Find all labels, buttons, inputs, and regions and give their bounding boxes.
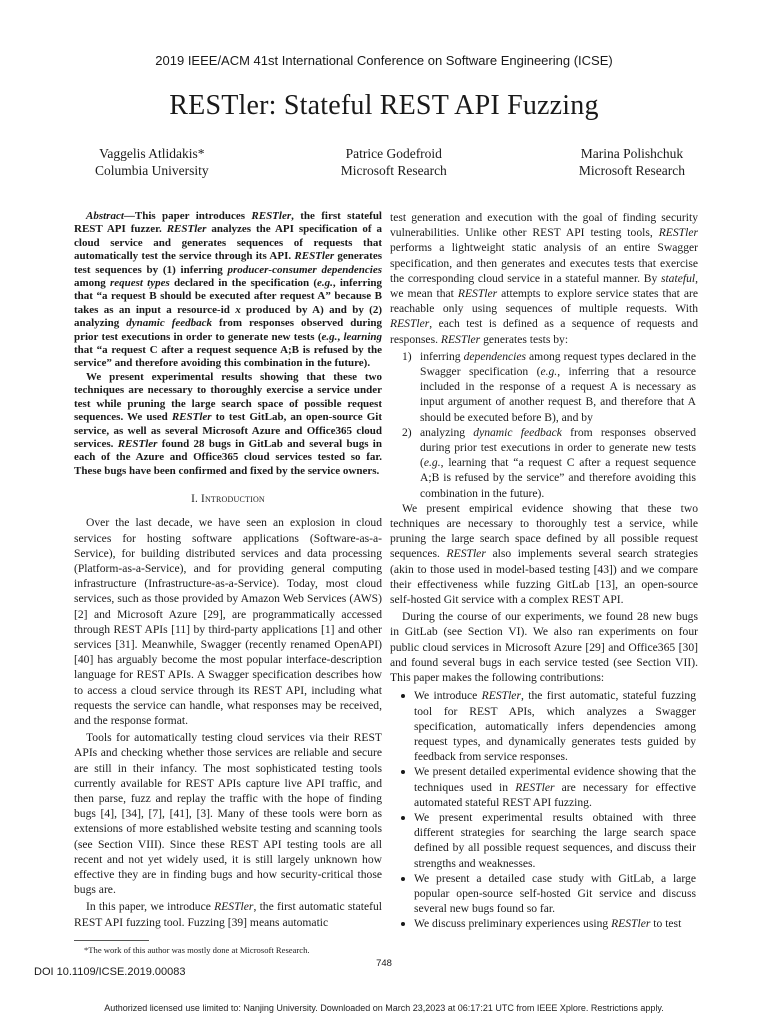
bullet-icon xyxy=(401,816,405,820)
paper-title: RESTler: Stateful REST API Fuzzing xyxy=(169,90,599,121)
text-run-italic: dynamic feedback xyxy=(126,317,213,330)
text-run: that “a request C after a request sequence A;B is refused by the service” and therefore avoiding this combination in the future). xyxy=(74,344,382,370)
author-name: Vaggelis Atlidakis* xyxy=(99,146,205,161)
page-number: 748 xyxy=(376,958,392,969)
footnote: *The work of this author was mostly done at Microsoft Research. xyxy=(84,944,310,955)
text-run: inferring xyxy=(420,349,464,363)
text-run: , the first stateful REST API fuzzer. xyxy=(74,210,382,236)
right-paragraph-1 xyxy=(390,210,698,347)
right-paragraph-3: During the course of our experiments, we found 28 new bugs in GitLab (see Section VI). We also ran experiments on four public cloud services in Microsoft Azure [29] and Office365 [30] and found several bugs in each service tested (see Section VII). This paper makes the following contributions: xyxy=(390,610,698,685)
right-column xyxy=(390,210,698,932)
author-affiliation: Microsoft Research xyxy=(340,163,447,178)
text-run-italic: RESTler xyxy=(515,780,555,794)
text-run-italic: RESTler xyxy=(251,210,292,222)
text-run-italic: producer-consumer dependencies xyxy=(227,263,382,276)
text-run: In this paper, we introduce xyxy=(86,900,215,914)
author-block xyxy=(95,145,685,179)
list-number: 2) xyxy=(402,425,412,439)
author-affiliation: Microsoft Research xyxy=(578,163,685,178)
text-run: , inferring that “a request B should be executed after request A” because B takes as an input a resource-id xyxy=(74,277,383,316)
author-affiliation: Columbia University xyxy=(95,163,209,178)
text-run: are necessary for effective automated stateful REST API fuzzing. xyxy=(414,780,696,809)
abstract-paragraph-1 xyxy=(74,210,382,371)
list-number: 1) xyxy=(402,349,412,363)
bullet-icon xyxy=(401,922,405,926)
text-run-italic: RESTler xyxy=(294,250,335,263)
section-heading-introduction xyxy=(74,492,382,507)
text-run: , the first automatic stateful REST API fuzzing tool. Fuzzing [39] means automatic xyxy=(74,900,383,929)
text-run-italic: RESTler xyxy=(658,226,698,240)
text-run: We introduce xyxy=(414,689,482,703)
abstract-paragraph-2 xyxy=(74,371,382,478)
text-run: performs a lightweight static analysis of an entire Swagger specification, and then generates and executes tests that exercise the corresponding cloud service in a stateful manner. By xyxy=(390,241,698,285)
text-run: analyzing xyxy=(420,425,474,439)
text-run-italic: RESTler xyxy=(214,900,254,914)
author-name: Marina Polishchuk xyxy=(580,146,684,161)
text-run-italic: dependencies xyxy=(463,349,527,363)
bullet-icon xyxy=(401,694,405,698)
list-item xyxy=(390,688,698,764)
bullet-icon xyxy=(401,770,405,774)
text-run-italic: RESTler xyxy=(481,689,521,703)
list-item xyxy=(390,349,698,425)
text-run: from responses observed during prior test executions in order to generate new tests ( xyxy=(420,425,696,470)
text-run: generates test sequences by (1) inferring xyxy=(74,250,382,276)
text-run: declared in the specification ( xyxy=(169,277,318,290)
text-run: We present empirical evidence showing that these two techniques are necessary to thoroughly test a service, while pruning the large search space defined by all possible request sequences. xyxy=(390,501,698,561)
text-run: , xyxy=(337,330,344,343)
section-title: Introduction xyxy=(201,493,265,506)
text-run: We present experimental results showing that these two techniques are necessary to thoroughly exercise a service under test while pruning the large search space of possible request sequences. We used xyxy=(74,370,382,424)
doi: DOI 10.1109/ICSE.2019.00083 xyxy=(34,966,186,978)
author-2 xyxy=(341,145,447,179)
abstract-label: Abstract xyxy=(86,210,124,222)
text-run: We discuss preliminary experiences using xyxy=(414,917,612,931)
left-column xyxy=(74,210,382,956)
text-run: to test GitLab, an open-source Git service, as well as several Microsoft Azure and Office365 cloud services. xyxy=(74,411,383,450)
text-run-italic: RESTler xyxy=(117,437,158,450)
text-run-italic: RESTler xyxy=(457,287,498,301)
footnote-divider xyxy=(74,940,149,941)
text-run: produced by A) and by (2) analyzing xyxy=(74,303,382,330)
text-run-italic: e.g. xyxy=(321,330,338,343)
text-run-italic: dynamic feedback xyxy=(473,425,562,439)
right-paragraph-2 xyxy=(390,501,698,607)
text-run: , each test is defined as a sequence of requests and responses. xyxy=(390,317,698,346)
list-item xyxy=(390,810,698,871)
text-run-italic: e.g. xyxy=(423,456,441,470)
text-run: , the first automatic, stateful fuzzing tool for REST APIs, which analyzes a Swagger specification, automatically infers dependencies among request types, and dynamically generates tests guided by feedback from service responses. xyxy=(414,689,696,764)
text-run: , learning that “a request C after a request sequence A;B is refused by the service” and therefore avoiding this combination in the future). xyxy=(420,456,696,500)
text-run: test generation and execution with the goal of finding security vulnerabilities. Unlike other REST API testing tools, xyxy=(390,211,698,240)
text-run-italic: RESTler xyxy=(390,317,430,331)
text-run: to test xyxy=(650,917,682,931)
abstract xyxy=(74,210,382,478)
conference-header: 2019 IEEE/ACM 41st International Conference on Software Engineering (ICSE) xyxy=(155,53,613,68)
text-run: We present experimental results obtained with three different strategies for searching the large search space defined by all possible request sequences, and discuss their strengths and weaknesses. xyxy=(414,810,696,870)
author-1 xyxy=(95,145,209,179)
text-run: —This paper introduces xyxy=(123,210,252,222)
text-run-italic: RESTler xyxy=(440,332,481,346)
text-run: , inferring that a resource included in the response of a request A is necessary as input argument of another request B, and therefore that A should be executed before B), and by xyxy=(420,365,696,424)
text-run: among request types declared in the Swagger specification ( xyxy=(420,349,696,379)
introduction-body xyxy=(74,515,382,929)
text-run: found 28 bugs in GitLab and several bugs in each of the Azure and Office365 cloud services tested so far. These bugs have been confirmed and fixed by the service owners. xyxy=(74,437,382,477)
text-run: from responses observed during prior test executions in order to generate new tests ( xyxy=(74,317,382,343)
text-run-italic: RESTler xyxy=(171,411,212,424)
author-name: Patrice Godefroid xyxy=(345,146,442,161)
author-3 xyxy=(579,145,685,179)
text-run: , we mean that xyxy=(390,271,698,301)
intro-paragraph-3 xyxy=(74,899,382,929)
license-notice: Authorized licensed use limited to: Nanjing University. Downloaded on March 23,2023 at 06:17:21 UTC from IEEE Xplore. Restrictions apply. xyxy=(104,1003,664,1013)
text-run: We present a detailed case study with GitLab, a large popular open-source self-hosted Git service and discuss several new bugs found so far. xyxy=(414,871,696,916)
text-run-italic: RESTler xyxy=(166,223,207,236)
text-run: also implements several search strategies (akin to those used in model-based testing [43]) and we compare their effectiveness while fuzzing GitLab [13], an open-source self-hosted Git service with a complex REST API. xyxy=(390,547,699,607)
text-run-italic: RESTler xyxy=(611,917,651,931)
text-run: We present detailed experimental evidence showing that the techniques used in xyxy=(414,765,696,794)
intro-paragraph-2: Tools for automatically testing cloud services via their REST APIs and checking whether those services are reliable and secure are still in their infancy. The most sophisticated testing tools currently available for REST APIs capture live API traffic, and then parse, fuzz and replay the traffic with the hope of finding bugs [4], [34], [7], [41], [3]. Many of these tools were born as extensions of more established website testing and scanning tools (see Section VIII). Since these REST API testing tools are all recent and not yet widely used, it is still largely unknown how effective they are in finding bugs and how security-critical those bugs are. xyxy=(74,731,382,897)
text-run: analyzes the API specification of a cloud service and generates sequences of requests that automatically test the service through its API. xyxy=(74,223,382,263)
bullet-icon xyxy=(401,877,405,881)
text-run-italic: request types xyxy=(109,277,170,290)
text-run-italic: e.g. xyxy=(540,365,558,379)
intro-paragraph-1: Over the last decade, we have seen an explosion in cloud services for hosting software applications (Software-as-a-Service), for building distributed services and data processing (Platform-as-a-Service), and for providing general computing infrastructure (Infrastructure-as-a-Service). Today, most cloud services, such as those provided by Amazon Web Services (AWS) [2] and Microsoft Azure [29], are programmatically accessed through REST APIs [11] by third-party applications [1] and other services [31]. Meanwhile, Swagger (recently renamed OpenAPI) [40] has arguably become the most popular interface-description language for REST APIs. A Swagger specification describes how to access a cloud service through its REST API, including what requests the service can handle, what responses may be received, and the response format. xyxy=(74,516,382,727)
right-body xyxy=(390,210,698,932)
text-run: attempts to explore service states that are reachable only using sequences of multiple requests. With xyxy=(390,287,698,316)
contributions-list xyxy=(390,688,698,931)
text-run: among xyxy=(74,277,110,290)
text-run-italic: stateful xyxy=(660,271,696,285)
enumerated-list xyxy=(390,349,698,501)
list-item xyxy=(390,425,698,501)
text-run-italic: RESTler xyxy=(446,547,486,561)
text-run-italic: learning xyxy=(343,330,383,343)
text-run: generates tests by: xyxy=(480,332,569,346)
text-run-italic: e.g. xyxy=(317,277,333,290)
list-item xyxy=(390,871,698,917)
list-item xyxy=(390,916,698,931)
text-run-italic: x xyxy=(235,303,241,316)
list-item xyxy=(390,764,698,810)
section-number: I. xyxy=(191,493,199,506)
